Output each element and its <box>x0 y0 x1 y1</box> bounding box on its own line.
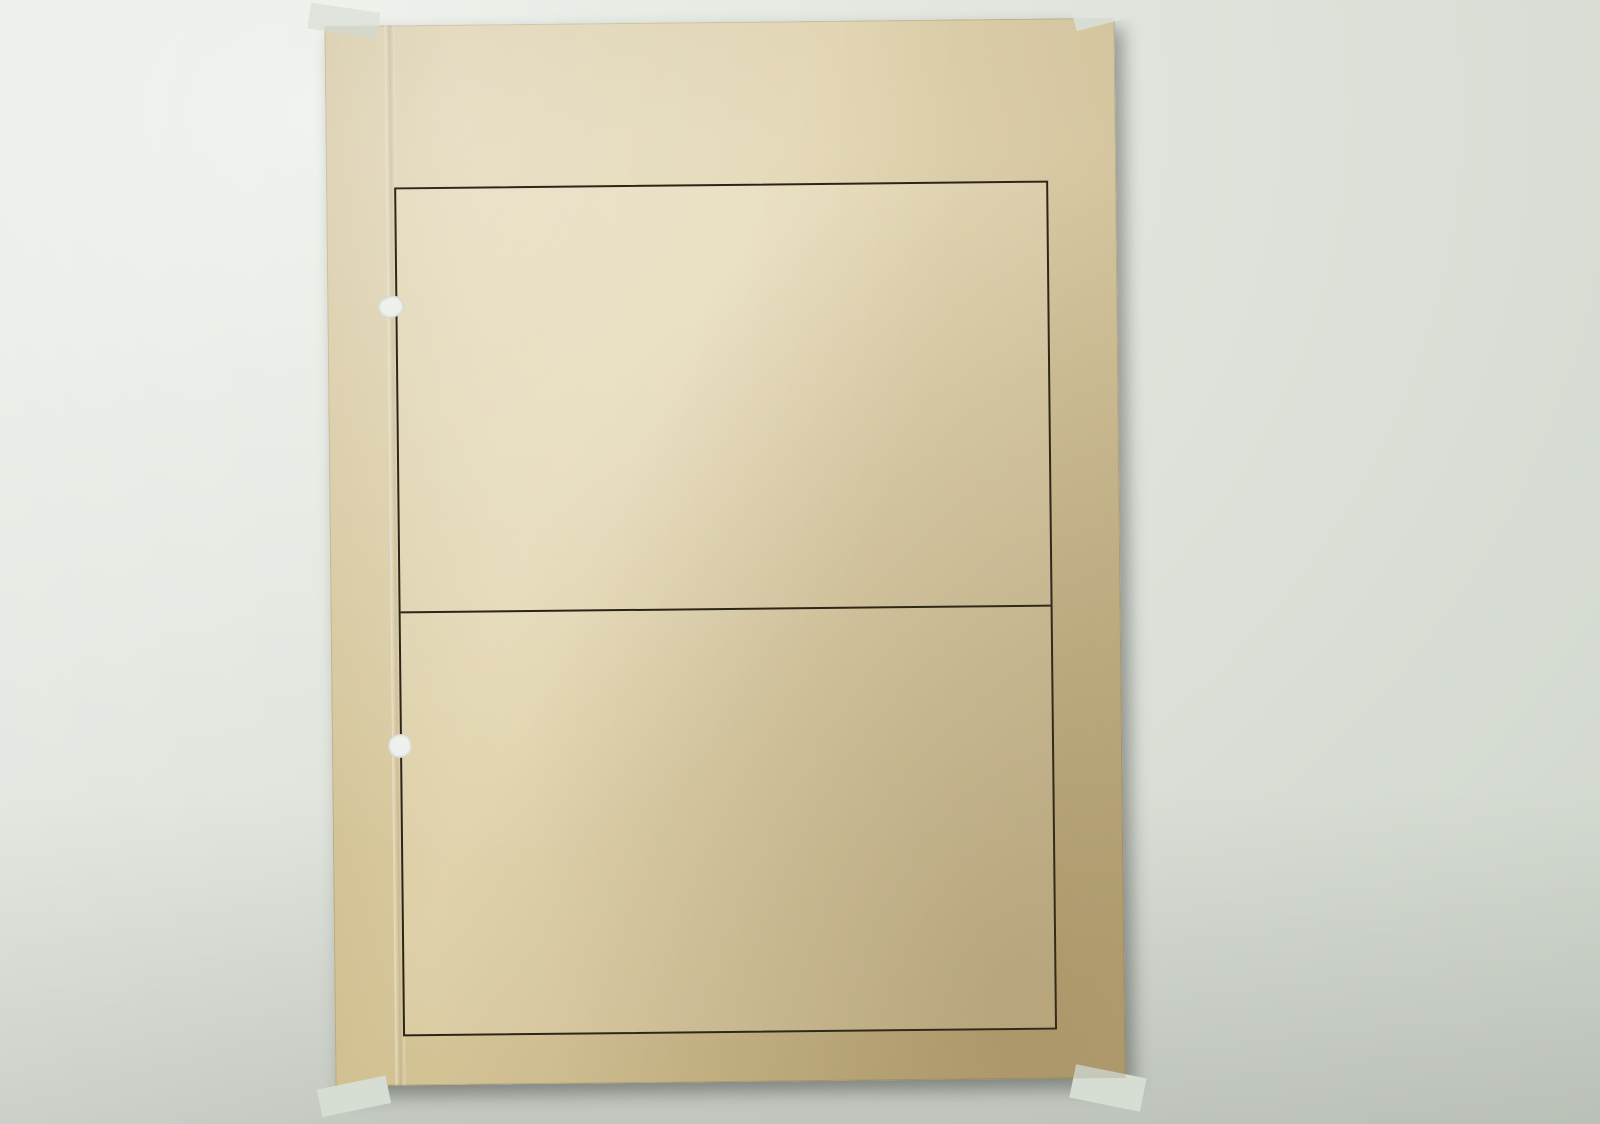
calendar-half-second <box>401 604 1055 1034</box>
calendar-grid <box>394 181 1057 1037</box>
torn-corner-top-left <box>307 3 380 39</box>
calendar-half-first <box>396 183 1050 611</box>
year-properties-line-1 <box>325 79 1115 87</box>
torn-corner-bottom-right <box>1069 1064 1146 1112</box>
torn-corner-bottom-left <box>317 1076 391 1118</box>
year-properties-line-2 <box>325 79 1115 87</box>
document-header <box>325 72 1115 87</box>
page-title <box>325 72 1115 80</box>
torn-corner-top-right <box>1069 0 1135 31</box>
calendar-sheet <box>324 18 1125 1086</box>
